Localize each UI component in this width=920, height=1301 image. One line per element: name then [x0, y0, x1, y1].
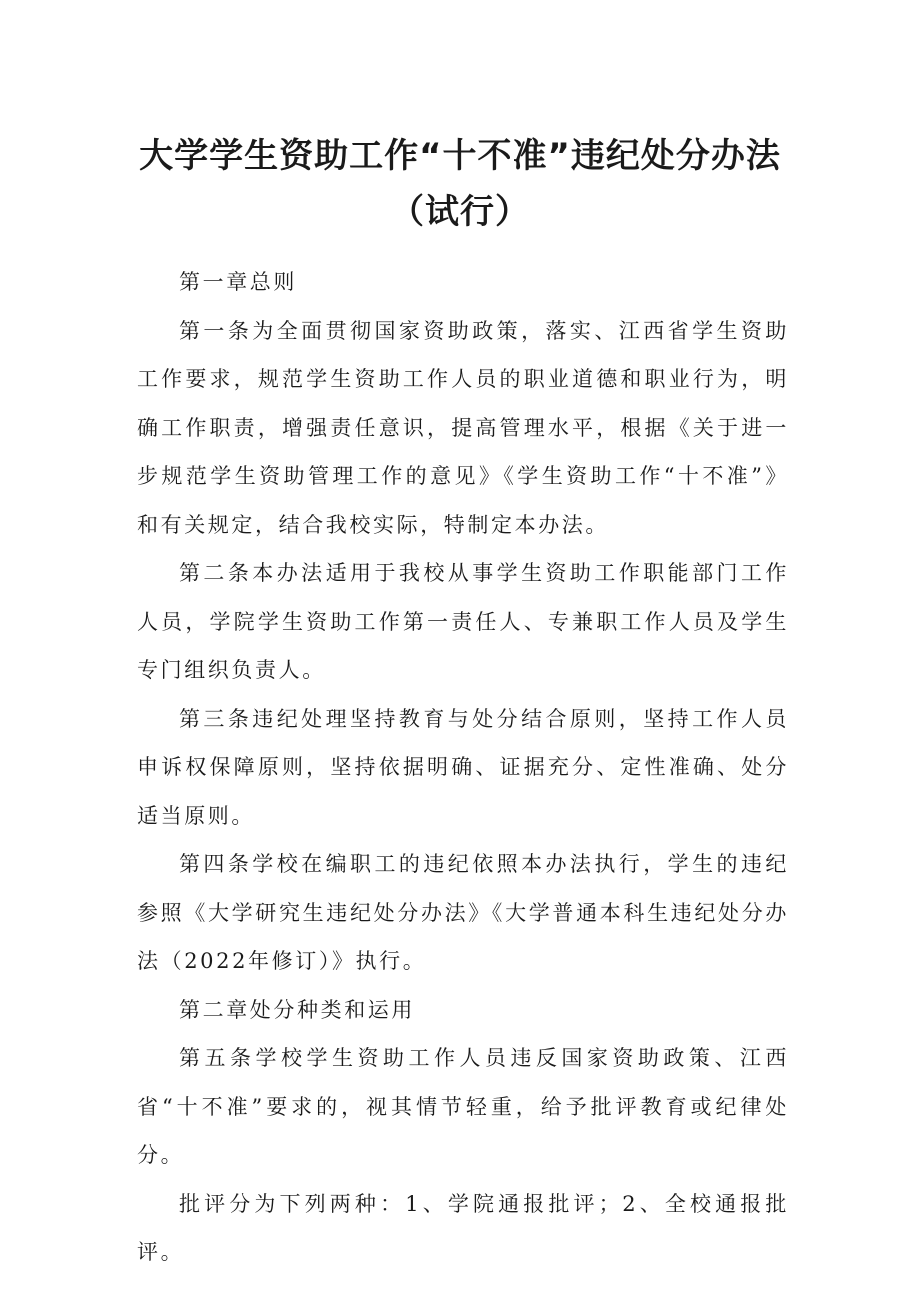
- chapter-heading: 第二章处分种类和运用: [179, 997, 415, 1022]
- chapter-heading: 第一章总则: [179, 270, 297, 294]
- article-paragraph: 第四条学校在编职工的违纪依照本办法执行，学生的违纪参照《大学研究生违纪处分办法》《大学普通本科生违纪处分办法（2022年修订）》执行。: [137, 852, 789, 973]
- article-paragraph: 第二条本办法适用于我校从事学生资助工作职能部门工作人员，学院学生资助工作第一责任人、专兼职工作人员及学生专门组织负责人。: [137, 561, 789, 682]
- article-paragraph: 第一条为全面贯彻国家资助政策，落实、江西省学生资助工作要求，规范学生资助工作人员的职业道德和职业行为，明确工作职责，增强责任意识，提高管理水平，根据《关于进一步规范学生资助管理工作的意见》《学生资助工作“十不准”》和有关规定，结合我校实际，特制定本办法。: [137, 318, 789, 537]
- article-paragraph: 第五条学校学生资助工作人员违反国家资助政策、江西省“十不准”要求的，视其情节轻重，给予批评教育或纪律处分。: [137, 1046, 789, 1167]
- document-title: 大学学生资助工作“十不准”违纪处分办法（试行）: [139, 136, 781, 232]
- document-body: [137, 258, 789, 1277]
- article-paragraph: 第三条违纪处理坚持教育与处分结合原则，坚持工作人员申诉权保障原则，坚持依据明确、证据充分、定性准确、处分适当原则。: [137, 706, 789, 828]
- article-paragraph: 批评分为下列两种：1、学院通报批评；2、全校通报批评。: [137, 1191, 789, 1264]
